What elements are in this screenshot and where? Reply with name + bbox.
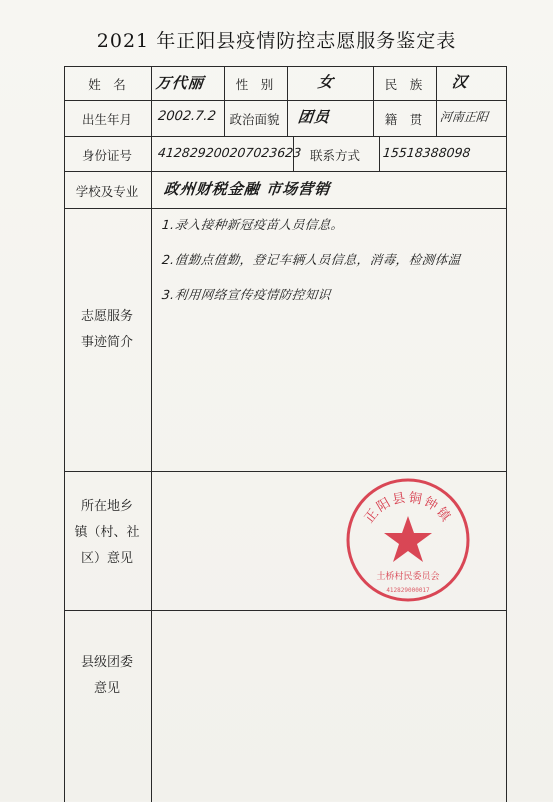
- service-item: 3.利用网络宣传疫情防控知识: [161, 287, 332, 302]
- label-county-opinion: [64, 650, 150, 702]
- value-ethnicity: 汉: [451, 73, 469, 91]
- label-birth: 出生年月: [81, 112, 132, 127]
- label-name: 姓 名: [88, 77, 126, 92]
- label-gender: 性 别: [235, 77, 274, 92]
- form-title: 2021 年正阳县疫情防控志愿服务鉴定表: [96, 30, 457, 52]
- label-service-line: 事迹简介: [80, 335, 133, 350]
- value-contact: 15518388098: [382, 145, 472, 160]
- row-divider: [65, 136, 506, 137]
- column-divider: [436, 67, 437, 136]
- column-divider: [151, 67, 152, 802]
- svg-text:土桥村民委员会: 土桥村民委员会: [376, 572, 440, 582]
- label-town-opinion: [64, 494, 150, 572]
- service-item: 1.录入接种新冠疫苗人员信息。: [161, 217, 345, 232]
- service-item: 2.值勤点值勤，登记车辆人员信息，消毒，检测体温: [161, 252, 462, 267]
- row-divider: [65, 610, 506, 611]
- label-school-major: 学校及专业: [75, 184, 139, 199]
- label-town-line: 区）意见: [80, 551, 133, 566]
- value-origin: 河南正阳: [439, 110, 489, 124]
- label-ethnicity: 民 族: [384, 77, 423, 92]
- row-divider: [65, 208, 506, 209]
- row-divider: [65, 100, 506, 101]
- column-divider: [287, 67, 288, 136]
- label-service-line: 志愿服务: [80, 309, 133, 324]
- label-town-line: 所在地乡: [80, 499, 133, 514]
- svg-text:412829000017: 412829000017: [386, 587, 430, 594]
- label-service-summary: [64, 304, 150, 356]
- value-gender: 女: [317, 73, 335, 91]
- label-town-line: 镇（村、社: [74, 525, 140, 540]
- label-id-number: 身份证号: [81, 148, 132, 163]
- svg-text:正阳县铜钟镇: 正阳县铜钟镇: [361, 490, 455, 527]
- column-divider: [379, 136, 380, 171]
- value-birth: 2002.7.2: [157, 109, 217, 124]
- label-county-line: 县级团委: [80, 655, 133, 670]
- value-school-major: 政州财税金融 市场营销: [163, 180, 332, 198]
- value-political: 团员: [297, 108, 331, 126]
- label-political: 政治面貌: [229, 112, 280, 127]
- label-origin: 籍 贯: [384, 112, 423, 127]
- row-divider: [65, 471, 506, 472]
- row-divider: [65, 171, 506, 172]
- value-id-number: 412829200207023623: [157, 145, 302, 160]
- label-contact: 联系方式: [309, 148, 360, 163]
- value-name: 万代丽: [155, 74, 205, 92]
- label-county-line: 意见: [93, 681, 120, 696]
- official-seal-stamp: [344, 476, 472, 604]
